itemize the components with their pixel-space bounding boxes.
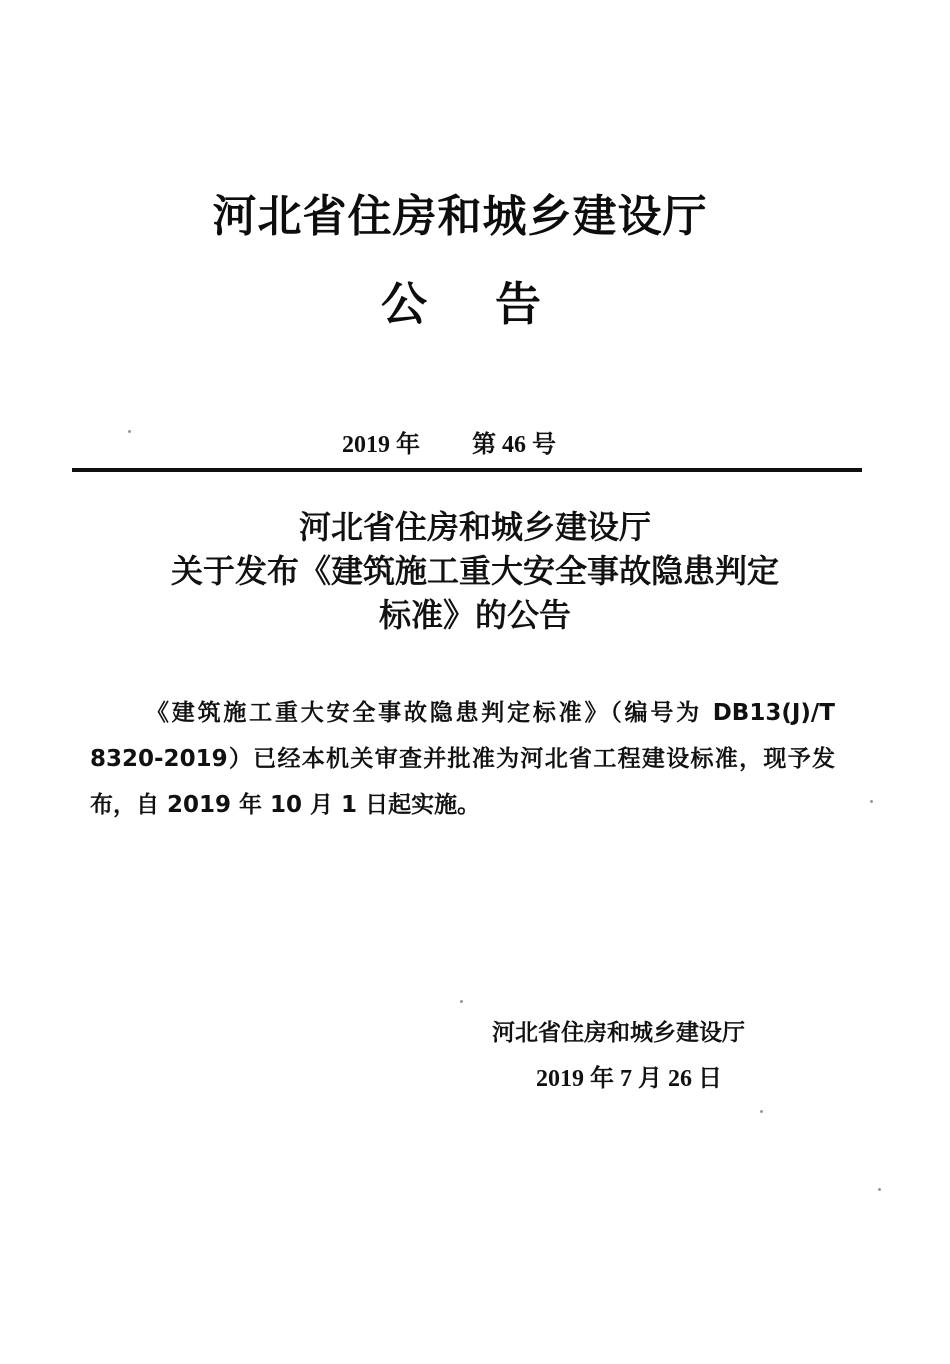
issuer-title: 河北省住房和城乡建设厅 bbox=[212, 191, 708, 242]
announcement-body bbox=[90, 690, 835, 828]
scan-speck bbox=[878, 1188, 881, 1191]
scan-speck bbox=[460, 1000, 463, 1003]
document-number-line bbox=[342, 424, 556, 459]
subject-line-1: 河北省住房和城乡建设厅 bbox=[298, 508, 651, 546]
document-year: 2019 年 bbox=[342, 432, 420, 458]
signature-issuer: 河北省住房和城乡建设厅 bbox=[492, 1020, 745, 1046]
subject-line-2: 关于发布《建筑施工重大安全事故隐患判定 bbox=[170, 552, 779, 590]
document-serial-number: 第 46 号 bbox=[472, 432, 556, 458]
scan-speck bbox=[870, 800, 873, 803]
subject-line-3: 标准》的公告 bbox=[378, 596, 571, 634]
scan-speck bbox=[128, 430, 131, 433]
header-divider-rule bbox=[72, 468, 862, 472]
scan-speck bbox=[760, 1110, 763, 1113]
announcement-subject bbox=[0, 505, 950, 637]
body-paragraph: 《建筑施工重大安全事故隐患判定标准》（编号为 DB13(J)/T 8320-2019）已经本机关审查并批准为河北省工程建设标准，现予发布，自 2019 年 10 月 1 日起实施。 bbox=[90, 700, 835, 818]
signature-block bbox=[492, 1010, 745, 1102]
document-type-heading: 公告 bbox=[381, 277, 609, 331]
signature-date: 2019 年 7 月 26 日 bbox=[536, 1066, 722, 1092]
